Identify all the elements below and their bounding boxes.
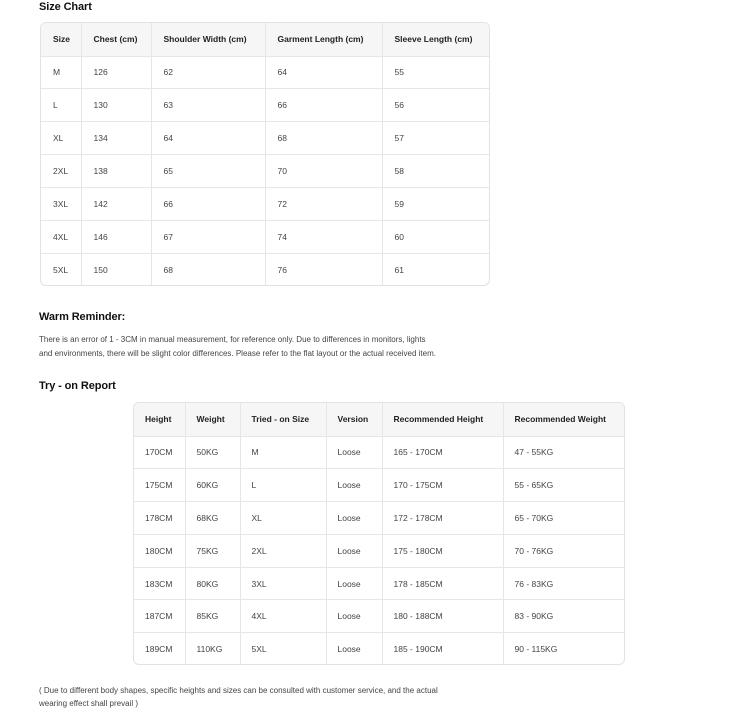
size-chart-header-row <box>41 23 489 56</box>
version-cell: Loose <box>326 502 382 535</box>
table-row <box>134 567 624 600</box>
recommended-weight-cell: 47 - 55KG <box>503 436 624 469</box>
shoulder-cell: 64 <box>151 122 265 155</box>
weight-cell: 110KG <box>185 633 240 664</box>
shoulder-cell: 66 <box>151 188 265 221</box>
try-on-report-title: Try - on Report <box>39 380 116 392</box>
height-cell: 187CM <box>134 600 185 633</box>
height-cell: 170CM <box>134 436 185 469</box>
height-cell: 178CM <box>134 502 185 535</box>
height-cell: 183CM <box>134 567 185 600</box>
reminder-line: and environments, there will be slight color differences. Please refer to the flat layout or the actual received item. <box>39 349 436 358</box>
shoulder-cell: 62 <box>151 56 265 89</box>
version-cell: Loose <box>326 469 382 502</box>
sleeve-cell: 60 <box>382 221 489 254</box>
length-cell: 66 <box>265 89 382 122</box>
table-row <box>134 534 624 567</box>
chest-cell: 134 <box>81 122 151 155</box>
size-cell: M <box>240 436 326 469</box>
height-cell: 189CM <box>134 633 185 664</box>
weight-cell: 80KG <box>185 567 240 600</box>
size-cell: M <box>41 56 81 89</box>
column-header-size: Size <box>41 23 81 56</box>
column-header-sleeve-length: Sleeve Length (cm) <box>382 23 489 56</box>
shoulder-cell: 68 <box>151 254 265 285</box>
recommended-height-cell: 172 - 178CM <box>382 502 503 535</box>
recommended-height-cell: 175 - 180CM <box>382 534 503 567</box>
height-cell: 175CM <box>134 469 185 502</box>
weight-cell: 85KG <box>185 600 240 633</box>
note-line: ( Due to different body shapes, specific heights and sizes can be consulted with customer service, and the actual <box>39 686 438 695</box>
size-cell: XL <box>240 502 326 535</box>
chest-cell: 150 <box>81 254 151 285</box>
try-on-table-container <box>133 402 625 665</box>
shoulder-cell: 67 <box>151 221 265 254</box>
sleeve-cell: 58 <box>382 155 489 188</box>
chest-cell: 146 <box>81 221 151 254</box>
version-cell: Loose <box>326 600 382 633</box>
recommended-height-cell: 170 - 175CM <box>382 469 503 502</box>
table-row <box>41 122 489 155</box>
column-header-height: Height <box>134 403 185 436</box>
note-line: wearing effect shall prevail ) <box>39 699 139 708</box>
length-cell: 72 <box>265 188 382 221</box>
chest-cell: 142 <box>81 188 151 221</box>
column-header-garment-length: Garment Length (cm) <box>265 23 382 56</box>
column-header-chest: Chest (cm) <box>81 23 151 56</box>
try-on-header-row <box>134 403 624 436</box>
column-header-shoulder-width: Shoulder Width (cm) <box>151 23 265 56</box>
size-cell: 2XL <box>41 155 81 188</box>
size-cell: 4XL <box>240 600 326 633</box>
table-row <box>41 155 489 188</box>
consultation-note <box>39 684 559 710</box>
recommended-weight-cell: 90 - 115KG <box>514 643 558 654</box>
recommended-weight-cell: 83 - 90KG <box>503 600 624 633</box>
table-row <box>41 89 489 122</box>
table-row <box>134 502 624 535</box>
chest-cell: 130 <box>81 89 151 122</box>
length-cell: 68 <box>265 122 382 155</box>
size-cell: 4XL <box>41 221 81 254</box>
table-row <box>134 633 624 664</box>
column-header-version: Version <box>326 403 382 436</box>
size-cell: L <box>240 469 326 502</box>
table-row <box>41 56 489 89</box>
version-cell: Loose <box>326 633 382 664</box>
shoulder-cell: 63 <box>151 89 265 122</box>
size-chart-table <box>41 23 489 285</box>
reminder-line: There is an error of 1 - 3CM in manual measurement, for reference only. Due to differences in monitors, lights <box>39 335 426 344</box>
table-row <box>41 254 489 285</box>
weight-cell: 75KG <box>185 534 240 567</box>
shoulder-cell: 65 <box>151 155 265 188</box>
chest-cell: 138 <box>81 155 151 188</box>
warm-reminder-text <box>39 333 559 361</box>
version-cell: Loose <box>326 436 382 469</box>
weight-cell: 60KG <box>185 469 240 502</box>
table-row <box>41 188 489 221</box>
sleeve-cell: 55 <box>382 56 489 89</box>
size-cell: 2XL <box>240 534 326 567</box>
chest-cell: 126 <box>81 56 151 89</box>
sleeve-cell: 57 <box>382 122 489 155</box>
recommended-weight-cell: 70 - 76KG <box>503 534 624 567</box>
sleeve-cell: 61 <box>394 264 404 275</box>
recommended-weight-cell: 65 - 70KG <box>503 502 624 535</box>
length-cell: 64 <box>265 56 382 89</box>
height-cell: 180CM <box>134 534 185 567</box>
length-cell: 74 <box>265 221 382 254</box>
try-on-table <box>134 403 624 664</box>
table-row <box>134 600 624 633</box>
table-row <box>41 221 489 254</box>
size-cell: 5XL <box>41 254 81 285</box>
column-header-recommended-weight: Recommended Weight <box>503 403 624 436</box>
recommended-height-cell: 185 - 190CM <box>382 633 503 664</box>
recommended-weight-cell: 55 - 65KG <box>503 469 624 502</box>
version-cell: Loose <box>326 567 382 600</box>
weight-cell: 68KG <box>185 502 240 535</box>
size-chart-title: Size Chart <box>39 1 92 13</box>
column-header-recommended-height: Recommended Height <box>382 403 503 436</box>
column-header-weight: Weight <box>185 403 240 436</box>
column-header-tried-on-size: Tried - on Size <box>240 403 326 436</box>
size-cell: L <box>41 89 81 122</box>
size-chart-table-container <box>40 22 490 286</box>
warm-reminder-title: Warm Reminder: <box>39 311 126 323</box>
size-cell: 3XL <box>240 567 326 600</box>
recommended-height-cell: 165 - 170CM <box>382 436 503 469</box>
length-cell: 70 <box>265 155 382 188</box>
size-cell: XL <box>41 122 81 155</box>
recommended-height-cell: 180 - 188CM <box>382 600 503 633</box>
length-cell: 76 <box>265 254 382 285</box>
sleeve-cell: 59 <box>382 188 489 221</box>
recommended-height-cell: 178 - 185CM <box>382 567 503 600</box>
version-cell: Loose <box>326 534 382 567</box>
size-cell: 3XL <box>41 188 81 221</box>
table-row <box>134 436 624 469</box>
recommended-weight-cell: 76 - 83KG <box>503 567 624 600</box>
table-row <box>134 469 624 502</box>
weight-cell: 50KG <box>185 436 240 469</box>
sleeve-cell: 56 <box>382 89 489 122</box>
size-cell: 5XL <box>240 633 326 664</box>
